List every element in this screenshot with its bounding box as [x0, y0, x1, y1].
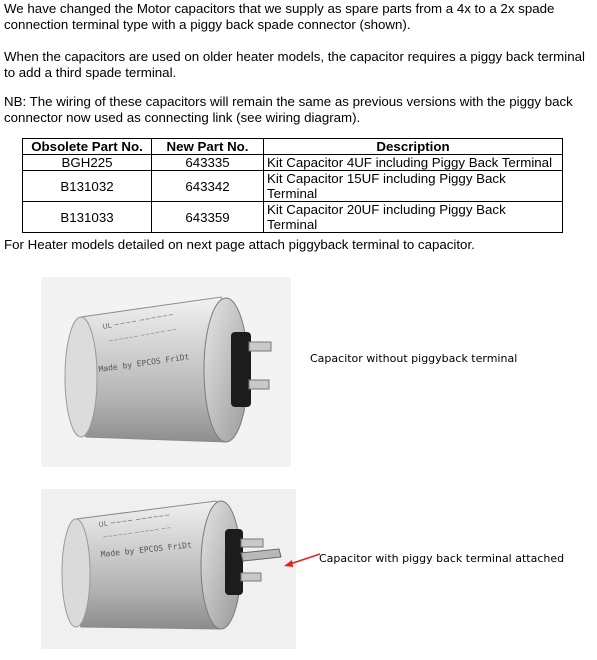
description-cell: Kit Capacitor 4UF including Piggy Back Terminal — [264, 155, 563, 171]
table-row — [23, 155, 563, 171]
header-new-part: New Part No. — [152, 139, 264, 155]
svg-text:UL ~~~~ ~~~~~~: UL ~~~~ ~~~~~~ — [101, 310, 175, 331]
capacitor-with-terminal-photo — [41, 489, 296, 649]
header-obsolete-part: Obsolete Part No. — [23, 139, 152, 155]
svg-text:~~~~~~ ~~~~~ ~~: ~~~~~~ ~~~~~ ~~ — [108, 326, 178, 345]
table-header-row — [23, 139, 563, 155]
caption-without-terminal: Capacitor without piggyback terminal — [310, 352, 518, 365]
red-arrow-icon — [282, 553, 322, 569]
capacitor-label-text: Made by EPCOS FriDt — [100, 540, 193, 559]
obsolete-part-cell: B131032 — [23, 171, 152, 202]
intro-paragraph: We have changed the Motor capacitors that we supply as spare parts from a 4x to a 2x spade connection terminal type with a piggy back spade connector (shown). — [4, 1, 555, 32]
description-cell: Kit Capacitor 20UF including Piggy Back Terminal — [264, 202, 563, 233]
new-part-cell: 643335 — [152, 155, 264, 171]
table-row — [23, 202, 563, 233]
caption-with-terminal: Capacitor with piggy back terminal attached — [319, 552, 565, 565]
svg-text:UL ~~~~ ~~~~~~: UL ~~~~ ~~~~~~ — [98, 511, 171, 529]
older-models-paragraph: When the capacitors are used on older heater models, the capacitor requires a piggy back terminal to add a third spade terminal. — [4, 49, 585, 80]
table-row — [23, 171, 563, 202]
attach-instructions-paragraph: For Heater models detailed on next page attach piggyback terminal to capacitor. — [4, 237, 475, 252]
obsolete-part-cell: BGH225 — [23, 155, 152, 171]
header-description: Description — [264, 139, 563, 155]
description-cell: Kit Capacitor 15UF including Piggy Back Terminal — [264, 171, 563, 202]
parts-table — [22, 138, 563, 233]
capacitor-without-terminal-photo — [41, 277, 291, 467]
new-part-cell: 643342 — [152, 171, 264, 202]
capacitor-label-text: Made by EPCOS FriDt — [98, 352, 190, 374]
new-part-cell: 643359 — [152, 202, 264, 233]
nb-paragraph: NB: The wiring of these capacitors will remain the same as previous versions with the piggy back connector now used as connecting link (see wiring diagram). — [4, 94, 573, 125]
capacitor-illustration — [41, 277, 291, 467]
obsolete-part-cell: B131033 — [23, 202, 152, 233]
capacitor-illustration — [41, 489, 296, 649]
svg-text:~~~~~~ ~~~~~ ~~: ~~~~~~ ~~~~~ ~~ — [102, 524, 172, 541]
